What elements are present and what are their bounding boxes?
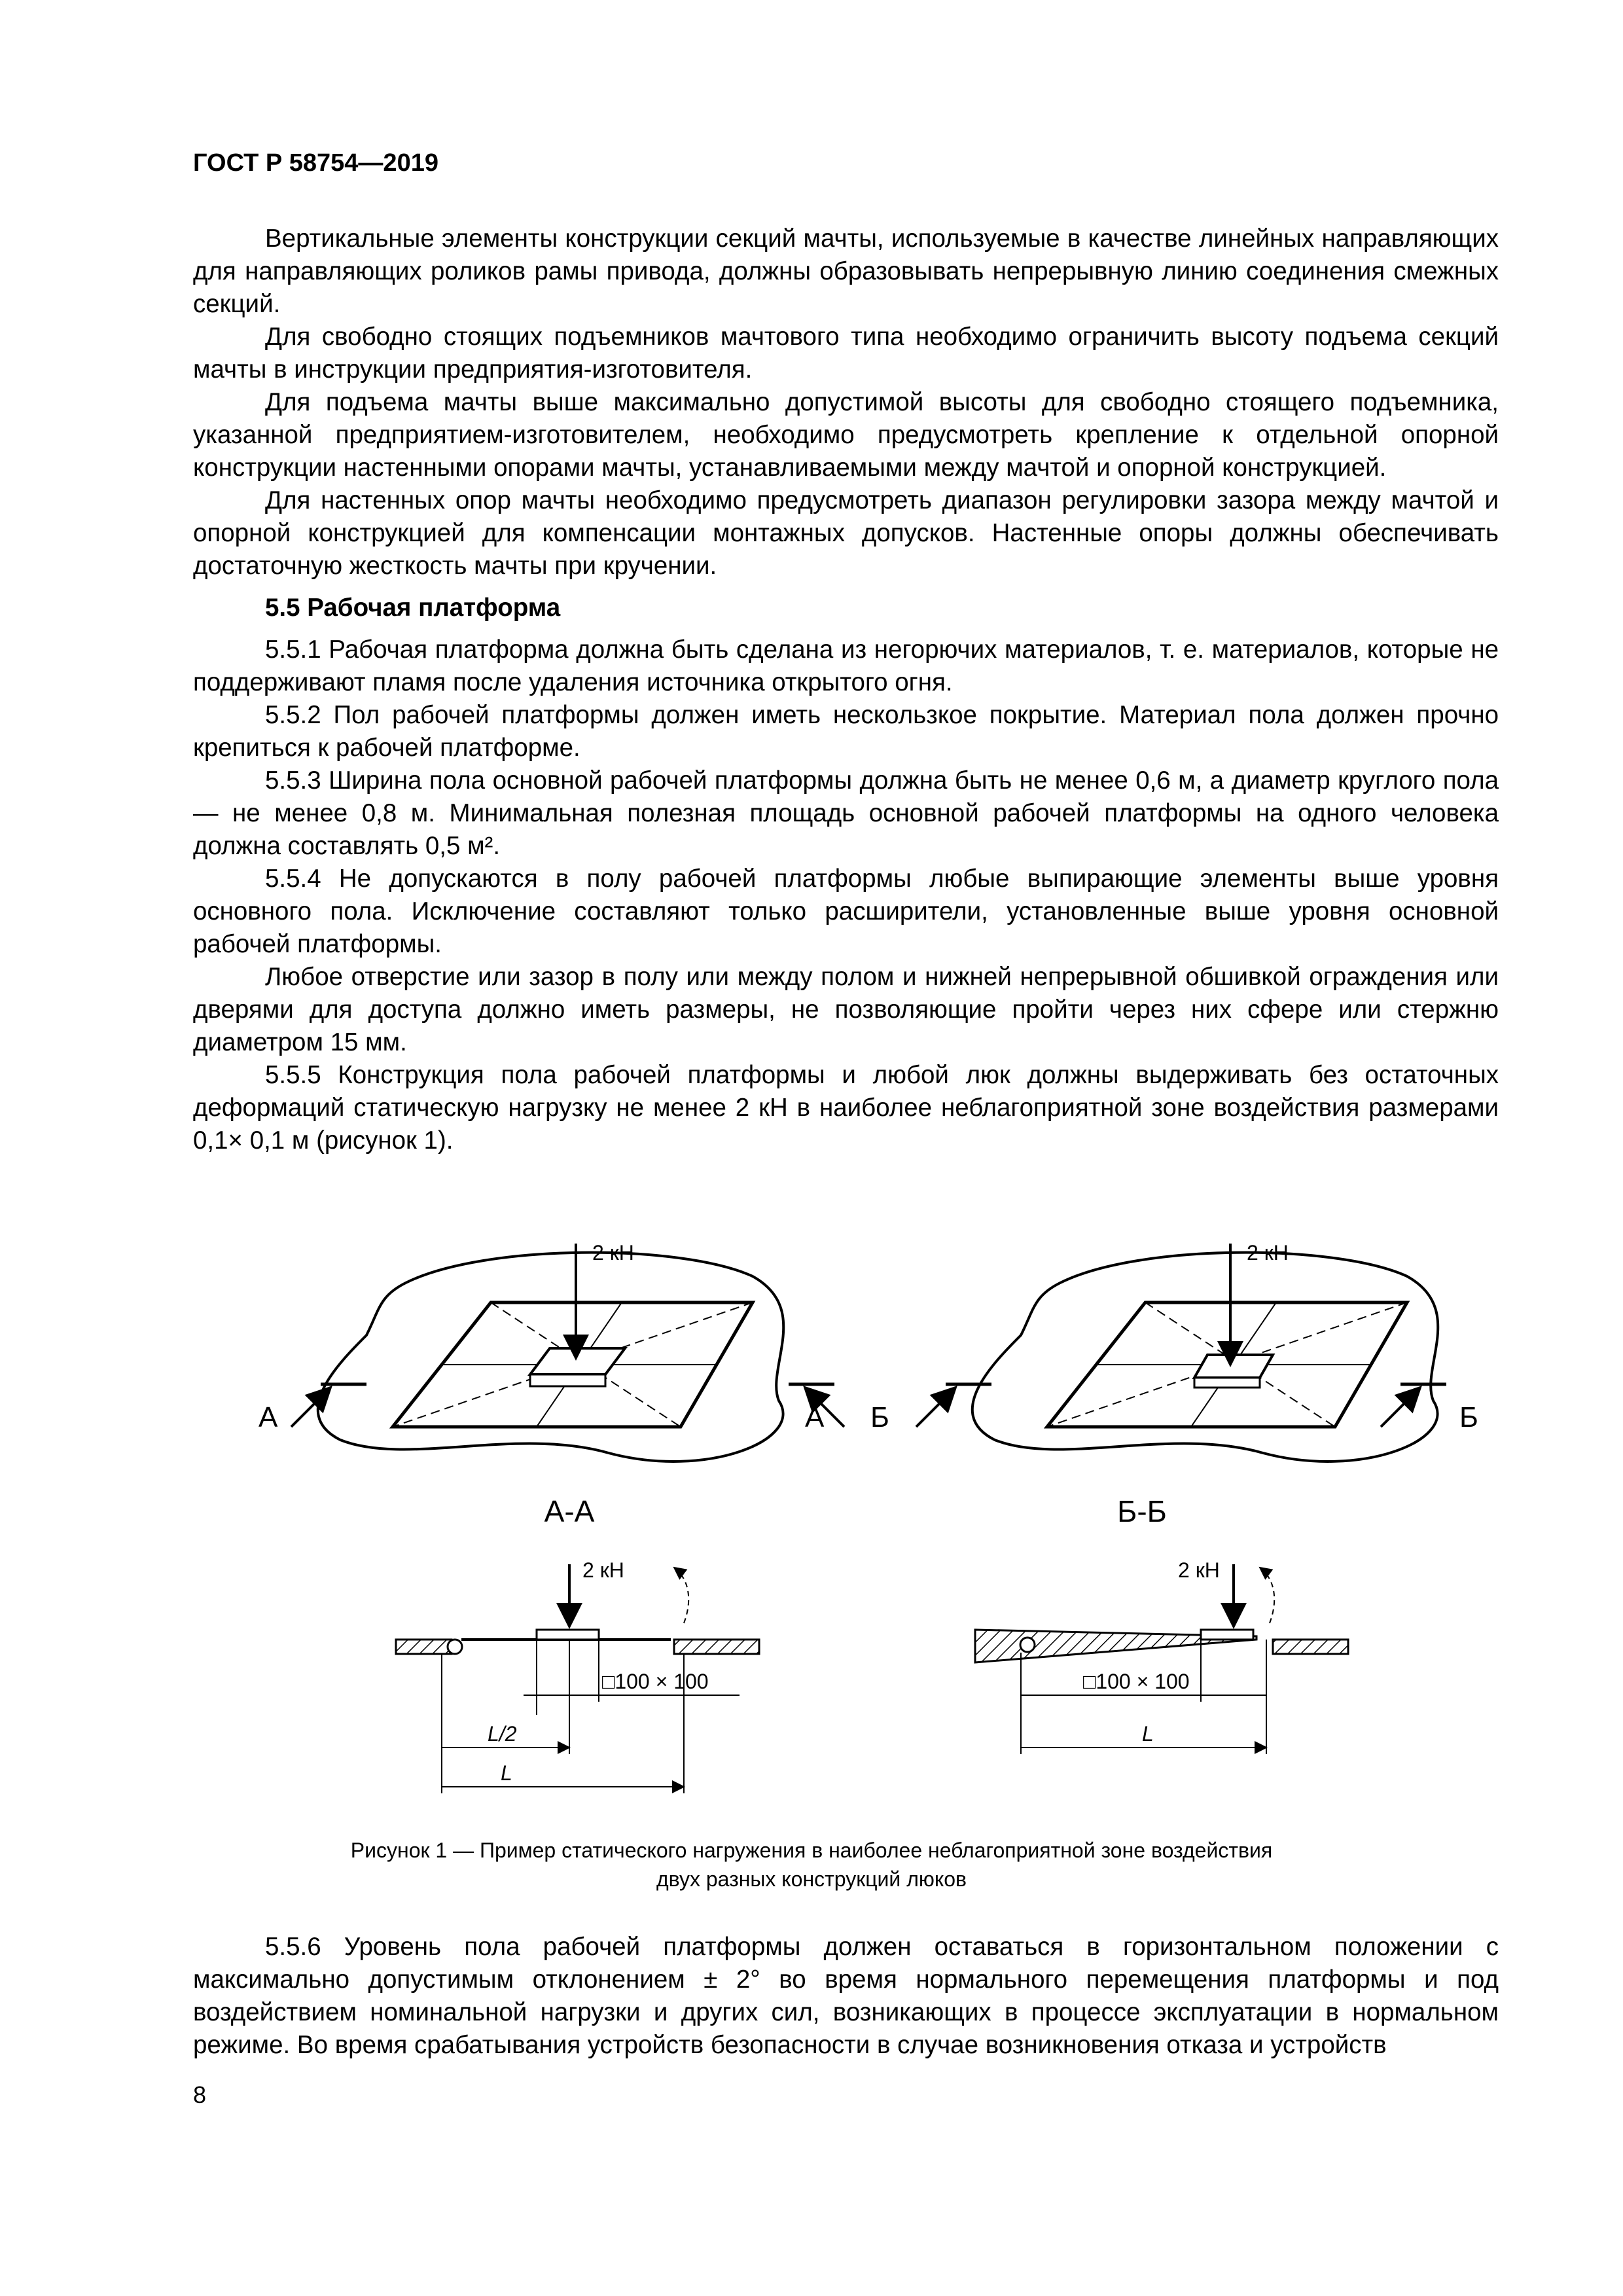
- section-letter-b-left: Б: [870, 1401, 889, 1433]
- caption-line-2: двух разных конструкций люков: [656, 1867, 967, 1891]
- section-title-a: А-А: [544, 1494, 595, 1528]
- patch-dim-b: □100 × 100: [1083, 1670, 1190, 1693]
- paragraph: Для настенных опор мачты необходимо предусмотреть диапазон регулировки зазора между мачтой и опорной конструкцией для компенсации монтажных допусков. Настенные опоры должны обеспечивать достаточную жесткость мачты при кручении.: [193, 486, 1499, 580]
- paragraph: Для свободно стоящих подъемников мачтового типа необходимо ограничить высоту подъема секций мачты в инструкции предприятия-изготовителя.: [193, 323, 1499, 384]
- figure-drawing: [0, 1230, 1623, 1806]
- load-label-section-b: 2 кН: [1178, 1558, 1220, 1582]
- caption-line-1: Рисунок 1 — Пример статического нагружения в наиболее неблагоприятной зоне воздействия: [350, 1839, 1273, 1862]
- figure-1: [0, 1230, 1623, 1806]
- paragraph: Для подъема мачты выше максимально допустимой высоты для свободно стоящего подъемника, указанной предприятием-изготовителем, необходимо предусмотреть крепление к отдельной опорной конструкции настенными опорами мачты, устанавливаемыми между мачтой и опорной конструкцией.: [193, 388, 1499, 482]
- l-a: L: [501, 1761, 512, 1785]
- section-b-drawing: [975, 1558, 1348, 1754]
- paragraph: 5.5.5 Конструкция пола рабочей платформы и любой люк должны выдерживать без остаточных деформаций статическую нагрузку не менее 2 кН в наиболее неблагоприятной зоне воздействия размерами 0,1× 0,1 м (рисунок 1).: [193, 1061, 1499, 1155]
- paragraph: 5.5.6 Уровень пола рабочей платформы должен оставаться в горизонтальном положении с максимально допустимым отклонением ± 2° во время нормального перемещения платформы и под воздействием номинальной нагрузки и других сил, возникающих в процессе эксплуатации в нормальном режиме. Во время срабатывания устройств безопасности в случае возникновения отказа и устройств: [193, 1933, 1499, 2059]
- patch-dim-a: □100 × 100: [602, 1670, 709, 1693]
- paragraph: 5.5.3 Ширина пола основной рабочей платформы должна быть не менее 0,6 м, а диаметр круглого пола — не менее 0,8 м. Минимальная полезная площадь основной рабочей платформы на одного человека должна составлять 0,5 м².: [193, 766, 1499, 860]
- paragraph: 5.5.4 Не допускаются в полу рабочей платформы любые выпирающие элементы выше уровня основного пола. Исключение составляют только расширители, установленные выше уровня основной рабочей платформы.: [193, 865, 1499, 958]
- body-text-continued: [193, 1931, 1499, 2062]
- paragraph: Вертикальные элементы конструкции секций мачты, используемые в качестве линейных направляющих для направляющих роликов рамы привода, должны образовывать непрерывную линию соединения смежных секций.: [193, 224, 1499, 318]
- paragraph: Любое отверстие или зазор в полу или между полом и нижней непрерывной обшивкой ограждения или дверями для доступа должно иметь размеры, не позволяющие пройти через них сфере или стержню диаметром 15 мм.: [193, 963, 1499, 1056]
- figure-caption: [0, 1836, 1623, 1893]
- page-number: 8: [193, 2081, 207, 2108]
- section-letter-a-right: А: [805, 1401, 825, 1433]
- l-b: L: [1142, 1722, 1154, 1746]
- load-label-section-a: 2 кН: [582, 1558, 624, 1582]
- paragraph: 5.5.1 Рабочая платформа должна быть сделана из негорючих материалов, т. е. материалов, которые не поддерживают пламя после удаления источника открытого огня.: [193, 636, 1499, 696]
- load-label-a: 2 кН: [592, 1241, 634, 1265]
- half-l-a: L/2: [488, 1722, 517, 1746]
- view-a-plan: [259, 1241, 844, 1462]
- section-title-b: Б-Б: [1117, 1494, 1167, 1528]
- section-heading: 5.5 Рабочая платформа: [265, 594, 561, 622]
- section-letter-a-left: А: [259, 1401, 278, 1433]
- document-header: ГОСТ Р 58754—2019: [193, 149, 438, 177]
- paragraph: 5.5.2 Пол рабочей платформы должен иметь нескользкое покрытие. Материал пола должен прочно крепиться к рабочей платформе.: [193, 701, 1499, 762]
- load-label-b: 2 кН: [1247, 1241, 1289, 1265]
- body-text: [193, 223, 1499, 1157]
- view-b-plan: [870, 1241, 1478, 1462]
- section-letter-b-right: Б: [1459, 1401, 1478, 1433]
- section-a-drawing: [396, 1558, 759, 1793]
